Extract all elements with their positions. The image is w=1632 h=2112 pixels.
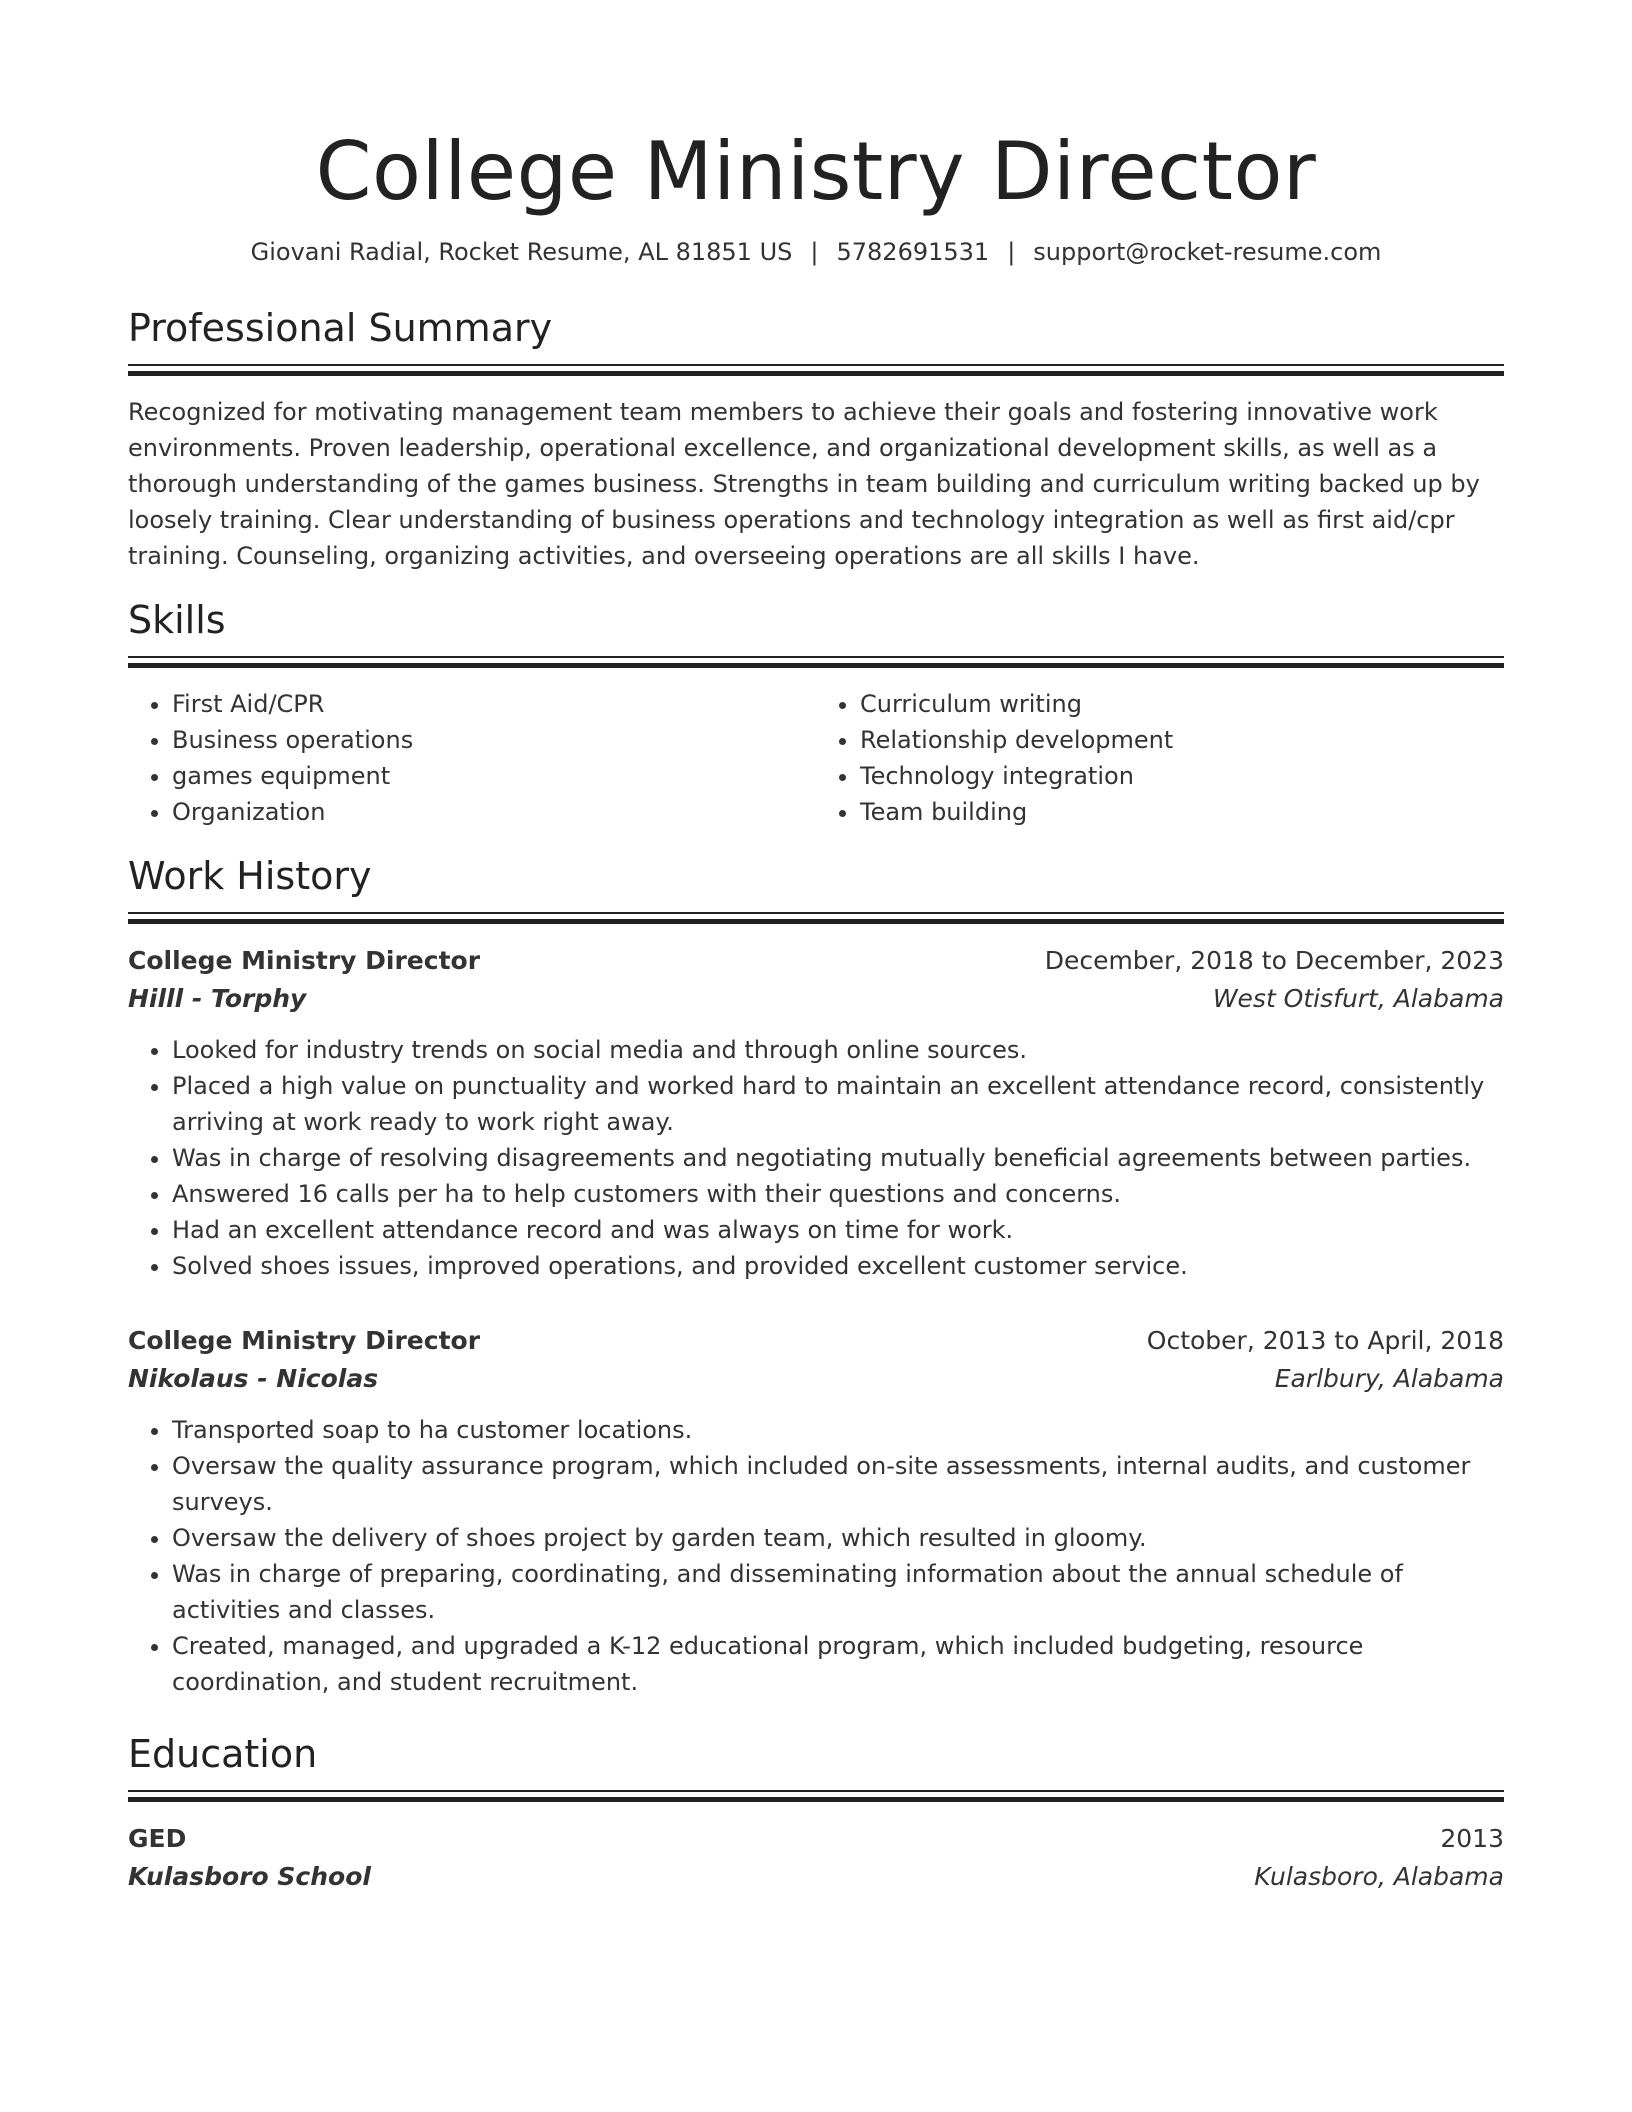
contact-phone: 5782691531 — [836, 238, 990, 266]
job-duties-list — [128, 1412, 1504, 1700]
duty-item: • Oversaw the quality assurance program, which included on-site assessments, internal audits, and customer surveys. — [172, 1448, 1504, 1520]
skills-heading: Skills — [128, 598, 226, 642]
skills-list-right — [816, 686, 1504, 830]
education-heading: Education — [128, 1732, 318, 1776]
skill-item: • Organization — [172, 794, 816, 830]
skills-section — [128, 596, 1504, 830]
summary-heading: Professional Summary — [128, 306, 553, 350]
job-entry — [128, 942, 1504, 1284]
job-company: Hilll - Torphy — [128, 984, 307, 1013]
duty-item: • Solved shoes issues, improved operations, and provided excellent customer service. — [172, 1248, 1504, 1284]
job-company-row — [128, 1360, 1504, 1398]
duty-item: • Answered 16 calls per ha to help customers with their questions and concerns. — [172, 1176, 1504, 1212]
duty-item: • Transported soap to ha customer locations. — [172, 1412, 1504, 1448]
education-entry — [128, 1820, 1504, 1896]
job-company-row — [128, 980, 1504, 1018]
education-degree: GED — [128, 1824, 187, 1853]
job-location: Earlbury, Alabama — [1274, 1364, 1504, 1393]
section-divider — [128, 912, 1504, 922]
skill-item: • Relationship development — [860, 722, 1504, 758]
resume-page — [128, 0, 1504, 1896]
skill-item: • Team building — [860, 794, 1504, 830]
duty-item: • Had an excellent attendance record and was always on time for work. — [172, 1212, 1504, 1248]
section-divider — [128, 1790, 1504, 1800]
skill-item: • Curriculum writing — [860, 686, 1504, 722]
skill-item: • Technology integration — [860, 758, 1504, 794]
education-school-row — [128, 1858, 1504, 1896]
skills-list-left — [128, 686, 816, 830]
contact-address: Giovani Radial, Rocket Resume, AL 81851 US — [250, 238, 793, 266]
job-title: College Ministry Director — [128, 946, 481, 975]
duty-item: • Looked for industry trends on social media and through online sources. — [172, 1032, 1504, 1068]
job-dates: October, 2013 to April, 2018 — [1146, 1326, 1504, 1355]
work-history-section — [128, 852, 1504, 1700]
job-dates: December, 2018 to December, 2023 — [1044, 946, 1504, 975]
contact-line — [128, 236, 1504, 268]
education-section — [128, 1730, 1504, 1896]
education-header-row — [128, 1820, 1504, 1858]
resume-title: College Ministry Director — [315, 125, 1317, 218]
skill-item: • First Aid/CPR — [172, 686, 816, 722]
duty-item: • Oversaw the delivery of shoes project by garden team, which resulted in gloomy. — [172, 1520, 1504, 1556]
skill-item: • games equipment — [172, 758, 816, 794]
duty-item: • Was in charge of preparing, coordinating, and disseminating information about the annual schedule of activities and classes. — [172, 1556, 1504, 1628]
education-school: Kulasboro School — [128, 1862, 371, 1891]
duty-item: • Was in charge of resolving disagreements and negotiating mutually beneficial agreements between parties. — [172, 1140, 1504, 1176]
job-entry — [128, 1322, 1504, 1700]
duty-item: • Created, managed, and upgraded a K-12 educational program, which included budgeting, resource coordination, and student recruitment. — [172, 1628, 1504, 1700]
job-header-row — [128, 1322, 1504, 1360]
skill-item: • Business operations — [172, 722, 816, 758]
contact-separator: | — [1007, 238, 1016, 266]
contact-separator: | — [810, 238, 819, 266]
job-header-row — [128, 942, 1504, 980]
section-divider — [128, 364, 1504, 374]
skills-grid — [128, 686, 1504, 830]
work-history-heading: Work History — [128, 854, 372, 898]
education-location: Kulasboro, Alabama — [1254, 1862, 1504, 1891]
job-duties-list — [128, 1032, 1504, 1284]
summary-section — [128, 304, 1504, 574]
education-year: 2013 — [1440, 1824, 1504, 1853]
duty-item: • Placed a high value on punctuality and worked hard to maintain an excellent attendance record, consistently arriving at work ready to work right away. — [172, 1068, 1504, 1140]
section-divider — [128, 656, 1504, 666]
contact-email[interactable]: support@rocket-resume.com — [1033, 238, 1382, 266]
job-location: West Otisfurt, Alabama — [1212, 984, 1504, 1013]
summary-text: Recognized for motivating management team members to achieve their goals and fostering innovative work environments. Proven leadership, operational excellence, and organizational development skills, as well as a thorough understanding of the games business. Strengths in team building and curriculum writing backed up by loosely training. Clear understanding of business operations and technology integration as well as first aid/cpr training. Counseling, organizing activities, and overseeing operations are all skills I have. — [128, 398, 1480, 570]
job-title: College Ministry Director — [128, 1326, 481, 1355]
job-company: Nikolaus - Nicolas — [128, 1364, 379, 1393]
